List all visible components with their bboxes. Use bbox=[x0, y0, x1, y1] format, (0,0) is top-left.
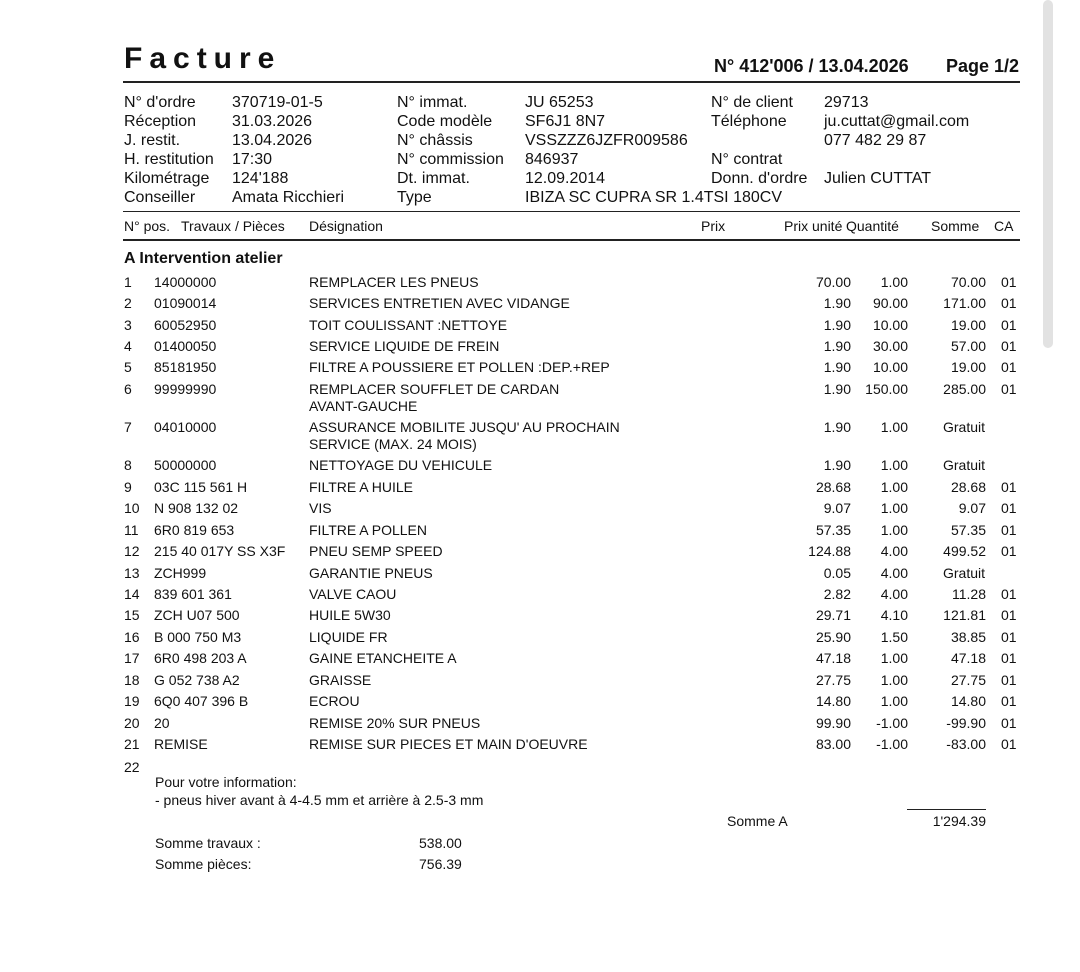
col-designation: Désignation bbox=[309, 218, 383, 234]
meta-value: SF6J1 8N7 bbox=[525, 113, 606, 130]
meta-label: N° contrat bbox=[711, 151, 783, 168]
row-prix: 25.90 bbox=[815, 629, 851, 645]
row-ca: 01 bbox=[1001, 359, 1017, 375]
row-pos: 14 bbox=[124, 586, 140, 602]
somme-a-label: Somme A bbox=[727, 813, 788, 829]
total-underline bbox=[907, 809, 986, 810]
row-quantite: 1.00 bbox=[880, 457, 908, 473]
row-article: B 000 750 M3 bbox=[154, 629, 242, 645]
row-pos: 13 bbox=[124, 565, 140, 581]
row-quantite: 10.00 bbox=[872, 317, 908, 333]
row-quantite: 10.00 bbox=[872, 359, 908, 375]
col-prix-unite: Prix unité bbox=[784, 218, 843, 234]
somme-pieces-label: Somme pièces: bbox=[155, 856, 252, 872]
meta-value: 13.04.2026 bbox=[232, 132, 313, 149]
row-article: 6R0 498 203 A bbox=[154, 650, 247, 666]
row-somme: 28.68 bbox=[950, 479, 986, 495]
scrollbar[interactable] bbox=[1043, 0, 1053, 348]
row-designation: ASSURANCE MOBILITE JUSQU' AU PROCHAIN bbox=[309, 419, 620, 435]
row-ca: 01 bbox=[1001, 586, 1017, 602]
row-pos: 19 bbox=[124, 693, 140, 709]
row-quantite: 4.00 bbox=[880, 565, 908, 581]
somme-pieces-value: 756.39 bbox=[419, 856, 462, 872]
row-quantite: 4.00 bbox=[880, 543, 908, 559]
info-line-1: Pour votre information: bbox=[155, 774, 297, 790]
row-article: 60052950 bbox=[154, 317, 217, 333]
meta-value: IBIZA SC CUPRA SR 1.4TSI 180CV bbox=[525, 189, 782, 206]
row-designation: VIS bbox=[309, 500, 332, 516]
meta-label: Kilométrage bbox=[124, 170, 210, 187]
meta-value: Amata Ricchieri bbox=[232, 189, 345, 206]
col-prix: Prix bbox=[701, 218, 726, 234]
row-prix: 29.71 bbox=[815, 607, 851, 623]
row-prix: 1.90 bbox=[823, 419, 851, 435]
row-designation: REMPLACER LES PNEUS bbox=[309, 274, 479, 290]
row-somme: 57.35 bbox=[950, 522, 986, 538]
row-ca: 01 bbox=[1001, 715, 1017, 731]
row-designation: FILTRE A HUILE bbox=[309, 479, 413, 495]
row-designation: PNEU SEMP SPEED bbox=[309, 543, 443, 559]
meta-value: 846937 bbox=[525, 151, 579, 168]
meta-value: 124'188 bbox=[232, 170, 289, 187]
meta-label: N° d'ordre bbox=[124, 94, 196, 111]
meta-label: Téléphone bbox=[711, 113, 787, 130]
row-pos: 15 bbox=[124, 607, 140, 623]
row-prix: 1.90 bbox=[823, 381, 851, 397]
row-quantite: 30.00 bbox=[872, 338, 908, 354]
row-prix: 57.35 bbox=[815, 522, 851, 538]
row-article: 01400050 bbox=[154, 338, 217, 354]
row-designation: SERVICES ENTRETIEN AVEC VIDANGE bbox=[309, 295, 570, 311]
invoice-number: N° 412'006 / 13.04.2026 bbox=[714, 56, 909, 76]
row-pos: 12 bbox=[124, 543, 140, 559]
row-pos: 11 bbox=[124, 522, 139, 538]
row-designation: GRAISSE bbox=[309, 672, 372, 688]
meta-value: 17:30 bbox=[232, 151, 273, 168]
row-pos: 10 bbox=[124, 500, 140, 516]
section-title: A Intervention atelier bbox=[124, 250, 283, 267]
meta-label: Code modèle bbox=[397, 113, 493, 130]
row-somme: 57.00 bbox=[950, 338, 986, 354]
col-ca: CA bbox=[994, 218, 1014, 234]
row-designation: LIQUIDE FR bbox=[309, 629, 388, 645]
row-somme: Gratuit bbox=[943, 565, 986, 581]
row-ca: 01 bbox=[1001, 629, 1017, 645]
row-designation: VALVE CAOU bbox=[309, 586, 397, 602]
row-quantite: 150.00 bbox=[865, 381, 908, 397]
row-ca: 01 bbox=[1001, 479, 1017, 495]
row-article: ZCH U07 500 bbox=[154, 607, 240, 623]
row-article: 50000000 bbox=[154, 457, 217, 473]
row-article: 839 601 361 bbox=[154, 586, 232, 602]
row-designation: SERVICE (MAX. 24 MOIS) bbox=[309, 436, 477, 452]
row-quantite: 4.10 bbox=[880, 607, 908, 623]
row-quantite: 1.00 bbox=[880, 693, 908, 709]
col-somme: Somme bbox=[931, 218, 980, 234]
row-article: G 052 738 A2 bbox=[154, 672, 240, 688]
row-somme: -83.00 bbox=[946, 736, 986, 752]
row-pos: 21 bbox=[124, 736, 140, 752]
meta-divider bbox=[123, 211, 1020, 212]
row-quantite: 1.50 bbox=[880, 629, 908, 645]
row-quantite: 4.00 bbox=[880, 586, 908, 602]
row-somme: 9.07 bbox=[958, 500, 986, 516]
row-ca: 01 bbox=[1001, 381, 1017, 397]
row-prix: 1.90 bbox=[823, 359, 851, 375]
row-pos: 6 bbox=[124, 381, 132, 397]
row-somme: 499.52 bbox=[943, 543, 986, 559]
row-prix: 124.88 bbox=[808, 543, 851, 559]
row-somme: 19.00 bbox=[950, 317, 986, 333]
row-quantite: 1.00 bbox=[880, 500, 908, 516]
row-prix: 99.90 bbox=[815, 715, 851, 731]
row-article: 6Q0 407 396 B bbox=[154, 693, 249, 709]
row-designation: TOIT COULISSANT :NETTOYE bbox=[309, 317, 508, 333]
row-prix: 1.90 bbox=[823, 457, 851, 473]
row-pos: 17 bbox=[124, 650, 140, 666]
row-ca: 01 bbox=[1001, 650, 1017, 666]
meta-value: JU 65253 bbox=[525, 94, 594, 111]
info-line-2: - pneus hiver avant à 4-4.5 mm et arrière à 2.5-3 mm bbox=[155, 792, 484, 808]
row-somme: Gratuit bbox=[943, 457, 986, 473]
row-article: 04010000 bbox=[154, 419, 217, 435]
meta-label: Dt. immat. bbox=[397, 170, 470, 187]
row-pos: 9 bbox=[124, 479, 132, 495]
row-article: 03C 115 561 H bbox=[154, 479, 248, 495]
row-somme: 27.75 bbox=[950, 672, 986, 688]
meta-label: N° immat. bbox=[397, 94, 468, 111]
row-pos: 2 bbox=[124, 295, 132, 311]
row-somme: 121.81 bbox=[943, 607, 986, 623]
meta-value: 31.03.2026 bbox=[232, 113, 313, 130]
col-article: Travaux / Pièces bbox=[181, 218, 285, 234]
row-ca: 01 bbox=[1001, 607, 1017, 623]
row-designation: FILTRE A POUSSIERE ET POLLEN :DEP.+REP bbox=[309, 359, 610, 375]
row-article: 14000000 bbox=[154, 274, 217, 290]
row-somme: 285.00 bbox=[943, 381, 986, 397]
header-divider bbox=[123, 81, 1020, 83]
row-ca: 01 bbox=[1001, 543, 1017, 559]
column-header-divider bbox=[123, 239, 1020, 241]
row-prix: 0.05 bbox=[823, 565, 851, 581]
meta-value: 12.09.2014 bbox=[525, 170, 606, 187]
row-article: 20 bbox=[154, 715, 170, 731]
meta-label: J. restit. bbox=[124, 132, 181, 149]
row-ca: 01 bbox=[1001, 317, 1017, 333]
row-quantite: -1.00 bbox=[876, 715, 908, 731]
row-pos: 7 bbox=[124, 419, 132, 435]
row-quantite: 1.00 bbox=[880, 274, 908, 290]
row-quantite: 1.00 bbox=[880, 672, 908, 688]
row-prix: 2.82 bbox=[823, 586, 851, 602]
row-pos: 5 bbox=[124, 359, 132, 375]
row-quantite: 1.00 bbox=[880, 419, 908, 435]
row-designation: FILTRE A POLLEN bbox=[309, 522, 428, 538]
row-designation: REMISE SUR PIECES ET MAIN D'OEUVRE bbox=[309, 736, 588, 752]
meta-value: VSSZZZ6JZFR009586 bbox=[525, 132, 688, 149]
row-ca: 01 bbox=[1001, 736, 1017, 752]
row-designation: AVANT-GAUCHE bbox=[309, 398, 418, 414]
row-designation: GAINE ETANCHEITE A bbox=[309, 650, 457, 666]
row-pos: 8 bbox=[124, 457, 132, 473]
row-designation: REMPLACER SOUFFLET DE CARDAN bbox=[309, 381, 560, 397]
row-pos: 16 bbox=[124, 629, 140, 645]
meta-value: 29713 bbox=[824, 94, 869, 111]
row-designation: SERVICE LIQUIDE DE FREIN bbox=[309, 338, 500, 354]
row-ca: 01 bbox=[1001, 274, 1017, 290]
meta-label: H. restitution bbox=[124, 151, 214, 168]
row-somme: Gratuit bbox=[943, 419, 986, 435]
row-somme: 70.00 bbox=[950, 274, 986, 290]
row-article: N 908 132 02 bbox=[154, 500, 239, 516]
row-article: 6R0 819 653 bbox=[154, 522, 235, 538]
col-pos: N° pos. bbox=[124, 218, 171, 234]
meta-label: Conseiller bbox=[124, 189, 196, 206]
somme-a-value: 1'294.39 bbox=[932, 813, 986, 829]
meta-label: N° châssis bbox=[397, 132, 473, 149]
row-pos: 20 bbox=[124, 715, 140, 731]
row-prix: 1.90 bbox=[823, 295, 851, 311]
row-pos: 4 bbox=[124, 338, 132, 354]
row-article: REMISE bbox=[154, 736, 208, 752]
row-quantite: 1.00 bbox=[880, 650, 908, 666]
meta-label: Type bbox=[397, 189, 432, 206]
row-article: 01090014 bbox=[154, 295, 217, 311]
row-prix: 1.90 bbox=[823, 338, 851, 354]
row-somme: 38.85 bbox=[950, 629, 986, 645]
row-designation: REMISE 20% SUR PNEUS bbox=[309, 715, 481, 731]
row-quantite: -1.00 bbox=[876, 736, 908, 752]
meta-value: Julien CUTTAT bbox=[824, 170, 931, 187]
row-ca: 01 bbox=[1001, 522, 1017, 538]
meta-value: 370719-01-5 bbox=[232, 94, 323, 111]
row-prix: 47.18 bbox=[815, 650, 851, 666]
row-prix: 70.00 bbox=[815, 274, 851, 290]
meta-label: N° de client bbox=[711, 94, 793, 111]
row-somme: -99.90 bbox=[946, 715, 986, 731]
row-pos: 3 bbox=[124, 317, 132, 333]
row-prix: 83.00 bbox=[815, 736, 851, 752]
row-article: ZCH999 bbox=[154, 565, 207, 581]
row-quantite: 1.00 bbox=[880, 522, 908, 538]
row-quantite: 90.00 bbox=[872, 295, 908, 311]
somme-travaux-label: Somme travaux : bbox=[155, 835, 261, 851]
row-somme: 14.80 bbox=[950, 693, 986, 709]
row-pos: 22 bbox=[124, 759, 140, 775]
row-prix: 14.80 bbox=[815, 693, 851, 709]
row-pos: 18 bbox=[124, 672, 140, 688]
row-prix: 28.68 bbox=[815, 479, 851, 495]
row-ca: 01 bbox=[1001, 338, 1017, 354]
col-quantite: Quantité bbox=[846, 218, 899, 234]
row-prix: 1.90 bbox=[823, 317, 851, 333]
meta-label: Donn. d'ordre bbox=[711, 170, 808, 187]
row-prix: 9.07 bbox=[823, 500, 851, 516]
row-ca: 01 bbox=[1001, 295, 1017, 311]
row-designation: GARANTIE PNEUS bbox=[309, 565, 433, 581]
row-article: 215 40 017Y SS X3F bbox=[154, 543, 286, 559]
row-prix: 27.75 bbox=[815, 672, 851, 688]
row-article: 85181950 bbox=[154, 359, 217, 375]
meta-label: N° commission bbox=[397, 151, 504, 168]
row-designation: HUILE 5W30 bbox=[309, 607, 391, 623]
row-pos: 1 bbox=[124, 274, 132, 290]
row-designation: ECROU bbox=[309, 693, 360, 709]
row-somme: 171.00 bbox=[943, 295, 986, 311]
row-somme: 47.18 bbox=[950, 650, 986, 666]
row-ca: 01 bbox=[1001, 500, 1017, 516]
row-quantite: 1.00 bbox=[880, 479, 908, 495]
row-somme: 11.28 bbox=[952, 586, 986, 602]
row-ca: 01 bbox=[1001, 693, 1017, 709]
meta-value: 077 482 29 87 bbox=[824, 132, 927, 149]
row-somme: 19.00 bbox=[950, 359, 986, 375]
row-article: 99999990 bbox=[154, 381, 217, 397]
meta-value: ju.cuttat@gmail.com bbox=[824, 113, 970, 130]
somme-travaux-value: 538.00 bbox=[419, 835, 462, 851]
row-ca: 01 bbox=[1001, 672, 1017, 688]
page-indicator: Page 1/2 bbox=[946, 56, 1020, 76]
invoice-title: Facture bbox=[124, 42, 282, 75]
meta-label: Réception bbox=[124, 113, 197, 130]
row-designation: NETTOYAGE DU VEHICULE bbox=[309, 457, 493, 473]
